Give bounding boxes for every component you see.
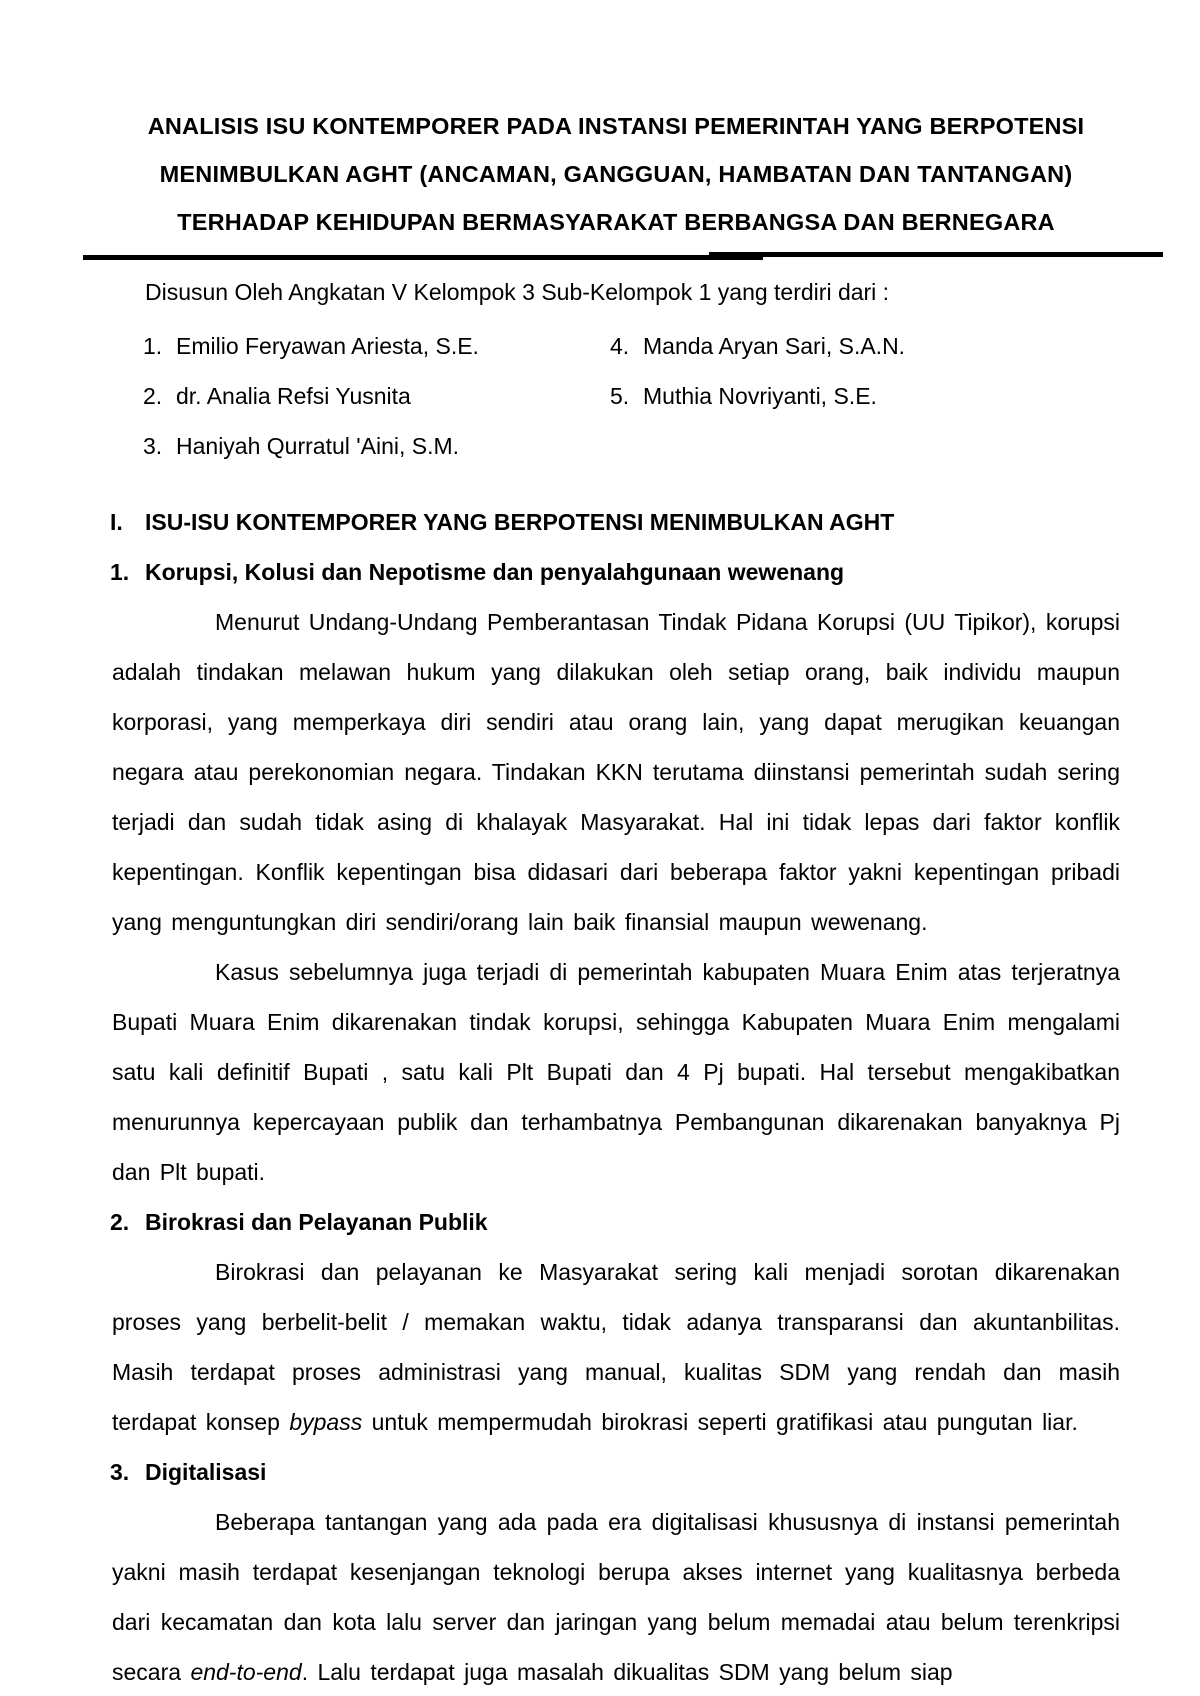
document-header <box>112 102 1120 261</box>
item-heading <box>110 547 1120 597</box>
paragraph: Birokrasi dan pelayanan ke Masyarakat sering kali menjadi sorotan dikarenakan proses yang berbelit-belit / memakan waktu, tidak adanya transparansi dan akuntanbilitas. Masih terdapat proses administrasi yang manual, kualitas SDM yang rendah dan masih terdapat konsep bypass untuk mempermudah birokrasi seperti gratifikasi atau pungutan liar. <box>112 1259 1120 1435</box>
member-number: 1. <box>143 333 163 359</box>
item-number: 1. <box>110 559 130 585</box>
member-number: 5. <box>610 383 630 409</box>
paragraph: Menurut Undang-Undang Pemberantasan Tindak Pidana Korupsi (UU Tipikor), korupsi adalah tindakan melawan hukum yang dilakukan oleh setiap orang, baik individu maupun korporasi, yang memperkaya diri sendiri atau orang lain, yang dapat merugikan keuangan negara atau perekonomian negara. Tindakan KKN terutama diinstansi pemerintah sudah sering terjadi dan sudah tidak asing di khalayak Masyarakat. Hal ini tidak lepas dari faktor konflik kepentingan. Konflik kepentingan bisa didasari dari beberapa faktor yakni kepentingan pribadi yang menguntungkan diri sendiri/orang lain baik finansial maupun wewenang. <box>112 609 1120 935</box>
item-birokrasi <box>112 1197 1120 1447</box>
member-row <box>610 321 905 371</box>
member-number: 4. <box>610 333 630 359</box>
members-column-left <box>112 321 610 471</box>
section-heading <box>110 497 1120 547</box>
item-title: Korupsi, Kolusi dan Nepotisme dan penyalahgunaan wewenang <box>145 559 845 585</box>
title-divider-right-segment <box>709 252 1163 257</box>
member-row <box>143 321 610 371</box>
paragraph: Kasus sebelumnya juga terjadi di pemerintah kabupaten Muara Enim atas terjeratnya Bupati Muara Enim dikarenakan tindak korupsi, sehingga Kabupaten Muara Enim mengalami satu kali definitif Bupati , satu kali Plt Bupati dan 4 Pj bupati. Hal tersebut mengakibatkan menurunnya kepercayaan publik dan terhambatnya Pembangunan dikarenakan banyaknya Pj dan Plt bupati. <box>112 959 1120 1185</box>
member-name: Manda Aryan Sari, S.A.N. <box>643 333 906 359</box>
members-column-right <box>610 321 905 471</box>
member-number: 2. <box>143 383 163 409</box>
paragraph: Beberapa tantangan yang ada pada era digitalisasi khususnya di instansi pemerintah yakni masih terdapat kesenjangan teknologi berupa akses internet yang kualitasnya berbeda dari kecamatan dan kota lalu server dan jaringan yang belum memadai atau belum terenkripsi secara end-to-end. Lalu terdapat juga masalah dikualitas SDM yang belum siap <box>112 1509 1120 1685</box>
item-title: Digitalisasi <box>145 1459 267 1485</box>
member-row <box>143 421 610 471</box>
item-number: 3. <box>110 1459 130 1485</box>
item-number: 2. <box>110 1209 130 1235</box>
member-row <box>610 371 905 421</box>
item-title: Birokrasi dan Pelayanan Publik <box>145 1209 488 1235</box>
member-number: 3. <box>143 433 163 459</box>
member-name: dr. Analia Refsi Yusnita <box>176 383 411 409</box>
section-numeral: I. <box>110 509 123 535</box>
document-title-line-1: ANALISIS ISU KONTEMPORER PADA INSTANSI PEMERINTAH YANG BERPOTENSI <box>147 113 1085 139</box>
member-row <box>143 371 610 421</box>
title-divider <box>83 252 1163 261</box>
item-heading <box>110 1197 1120 1247</box>
document-title-line-3: TERHADAP KEHIDUPAN BERMASYARAKAT BERBANGSA DAN BERNEGARA <box>177 209 1055 235</box>
item-digitalisasi <box>112 1447 1120 1696</box>
title-divider-left-segment <box>83 255 763 260</box>
item-korupsi <box>112 547 1120 1197</box>
member-name: Emilio Feryawan Ariesta, S.E. <box>176 333 479 359</box>
item-heading <box>110 1447 1120 1497</box>
section-title: ISU-ISU KONTEMPORER YANG BERPOTENSI MENIMBULKAN AGHT <box>145 509 895 535</box>
document-title-line-2: MENIMBULKAN AGHT (ANCAMAN, GANGGUAN, HAMBATAN DAN TANTANGAN) <box>159 161 1073 187</box>
members-list <box>112 321 1120 471</box>
member-name: Haniyah Qurratul 'Aini, S.M. <box>176 433 460 459</box>
byline: Disusun Oleh Angkatan V Kelompok 3 Sub-Kelompok 1 yang terdiri dari : <box>145 279 890 305</box>
member-name: Muthia Novriyanti, S.E. <box>643 383 877 409</box>
